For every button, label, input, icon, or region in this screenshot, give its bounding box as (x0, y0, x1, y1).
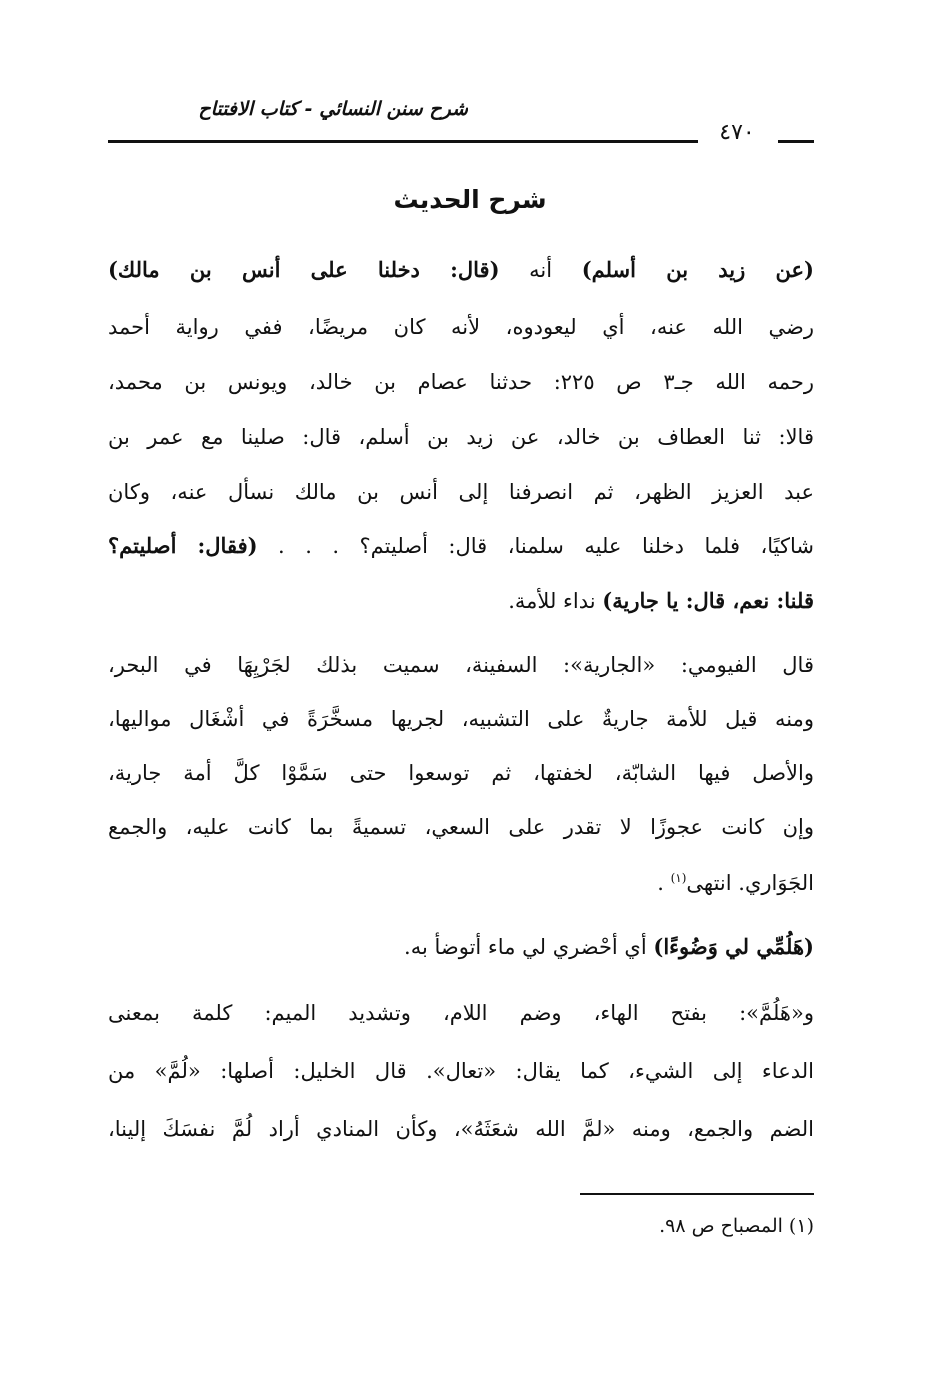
body-line-7 (108, 576, 814, 626)
hadith-quote: (فقال: أصليتم؟ (108, 533, 258, 558)
hadith-quote: قلنا: نعم، قال: يا جارية) (602, 588, 814, 613)
body-line-10: والأصل فيها الشابّة، لخفتها، ثم توسعوا حتى سَمَّوْا كلَّ أمة جارية، (108, 761, 814, 785)
body-line-13 (108, 922, 814, 972)
body-line-6 (108, 521, 814, 571)
header-rule (108, 140, 698, 143)
hadith-quote: (هَلُمِّي لي وَضُوءًا) (653, 934, 814, 959)
body-line-3: رحمه الله جـ٣ ص ٢٢٥: حدثنا عصام بن خالد، ويونس بن محمد، (108, 370, 814, 394)
body-line-9: ومنه قيل للأمة جاريةٌ على التشبيه، لجريها مسخَّرَةً في أشْغَال مواليها، (108, 707, 814, 731)
body-line-12 (108, 858, 814, 908)
body-line-8: قال الفيومي: «الجارية»: السفينة، سميت بذلك لجَرْيِهَا في البحر، (108, 653, 814, 677)
footnote-reference: (١) (670, 871, 687, 885)
body-line-2: رضي الله عنه، أي ليعودوه، لأنه كان مريضًا، ففي رواية أحمد (108, 315, 814, 339)
page-number-rule (778, 140, 814, 143)
footnote-rule (580, 1193, 814, 1195)
body-line-1 (108, 245, 814, 295)
commentary-text: . (657, 871, 671, 895)
commentary-text: الجَوَاري. انتهى (686, 871, 814, 895)
commentary-text: نداء للأمة. (508, 589, 603, 613)
running-title: شرح سنن النسائي - كتاب الافتتاح (198, 98, 468, 120)
body-line-16: الضم والجمع، ومنه «لمَّ الله شعَثَهُ»، وكأن المنادي أراد لُمَّ نفسَكَ إلينا، (108, 1117, 814, 1141)
commentary-text: أي أحْضري لي ماء أتوضأ به. (404, 935, 654, 959)
body-line-4: قالا: ثنا العطاف بن خالد، عن زيد بن أسلم، قال: صلينا مع عمر بن (108, 425, 814, 449)
page-number: ٤٧٠ (719, 120, 755, 145)
body-line-15: الدعاء إلى الشيء، كما يقال: «تعال». قال الخليل: أصلها: «لُمَّ» من (108, 1059, 814, 1083)
commentary-text: أنه (499, 258, 582, 282)
body-line-11: وإن كانت عجوزًا لا تقدر على السعي، تسميةً بما كانت عليه، والجمع (108, 815, 814, 839)
section-heading: شرح الحديث (393, 185, 547, 214)
body-line-14: و«هَلُمَّ»: بفتح الهاء، وضم اللام، وتشديد الميم: كلمة بمعنى (108, 1001, 814, 1025)
hadith-quote: (قال: دخلنا على أنس بن مالك) (108, 257, 500, 282)
commentary-text: شاكيًا، فلما دخلنا عليه سلمنا، قال: أصليتم؟ . . . (257, 534, 814, 558)
body-line-5: عبد العزيز الظهر، ثم انصرفنا إلى أنس بن مالك نسأل عنه، وكان (108, 480, 814, 504)
hadith-quote: (عن زيد بن أسلم) (581, 257, 814, 282)
footnote: (١) المصباح ص ٩٨. (659, 1215, 814, 1237)
